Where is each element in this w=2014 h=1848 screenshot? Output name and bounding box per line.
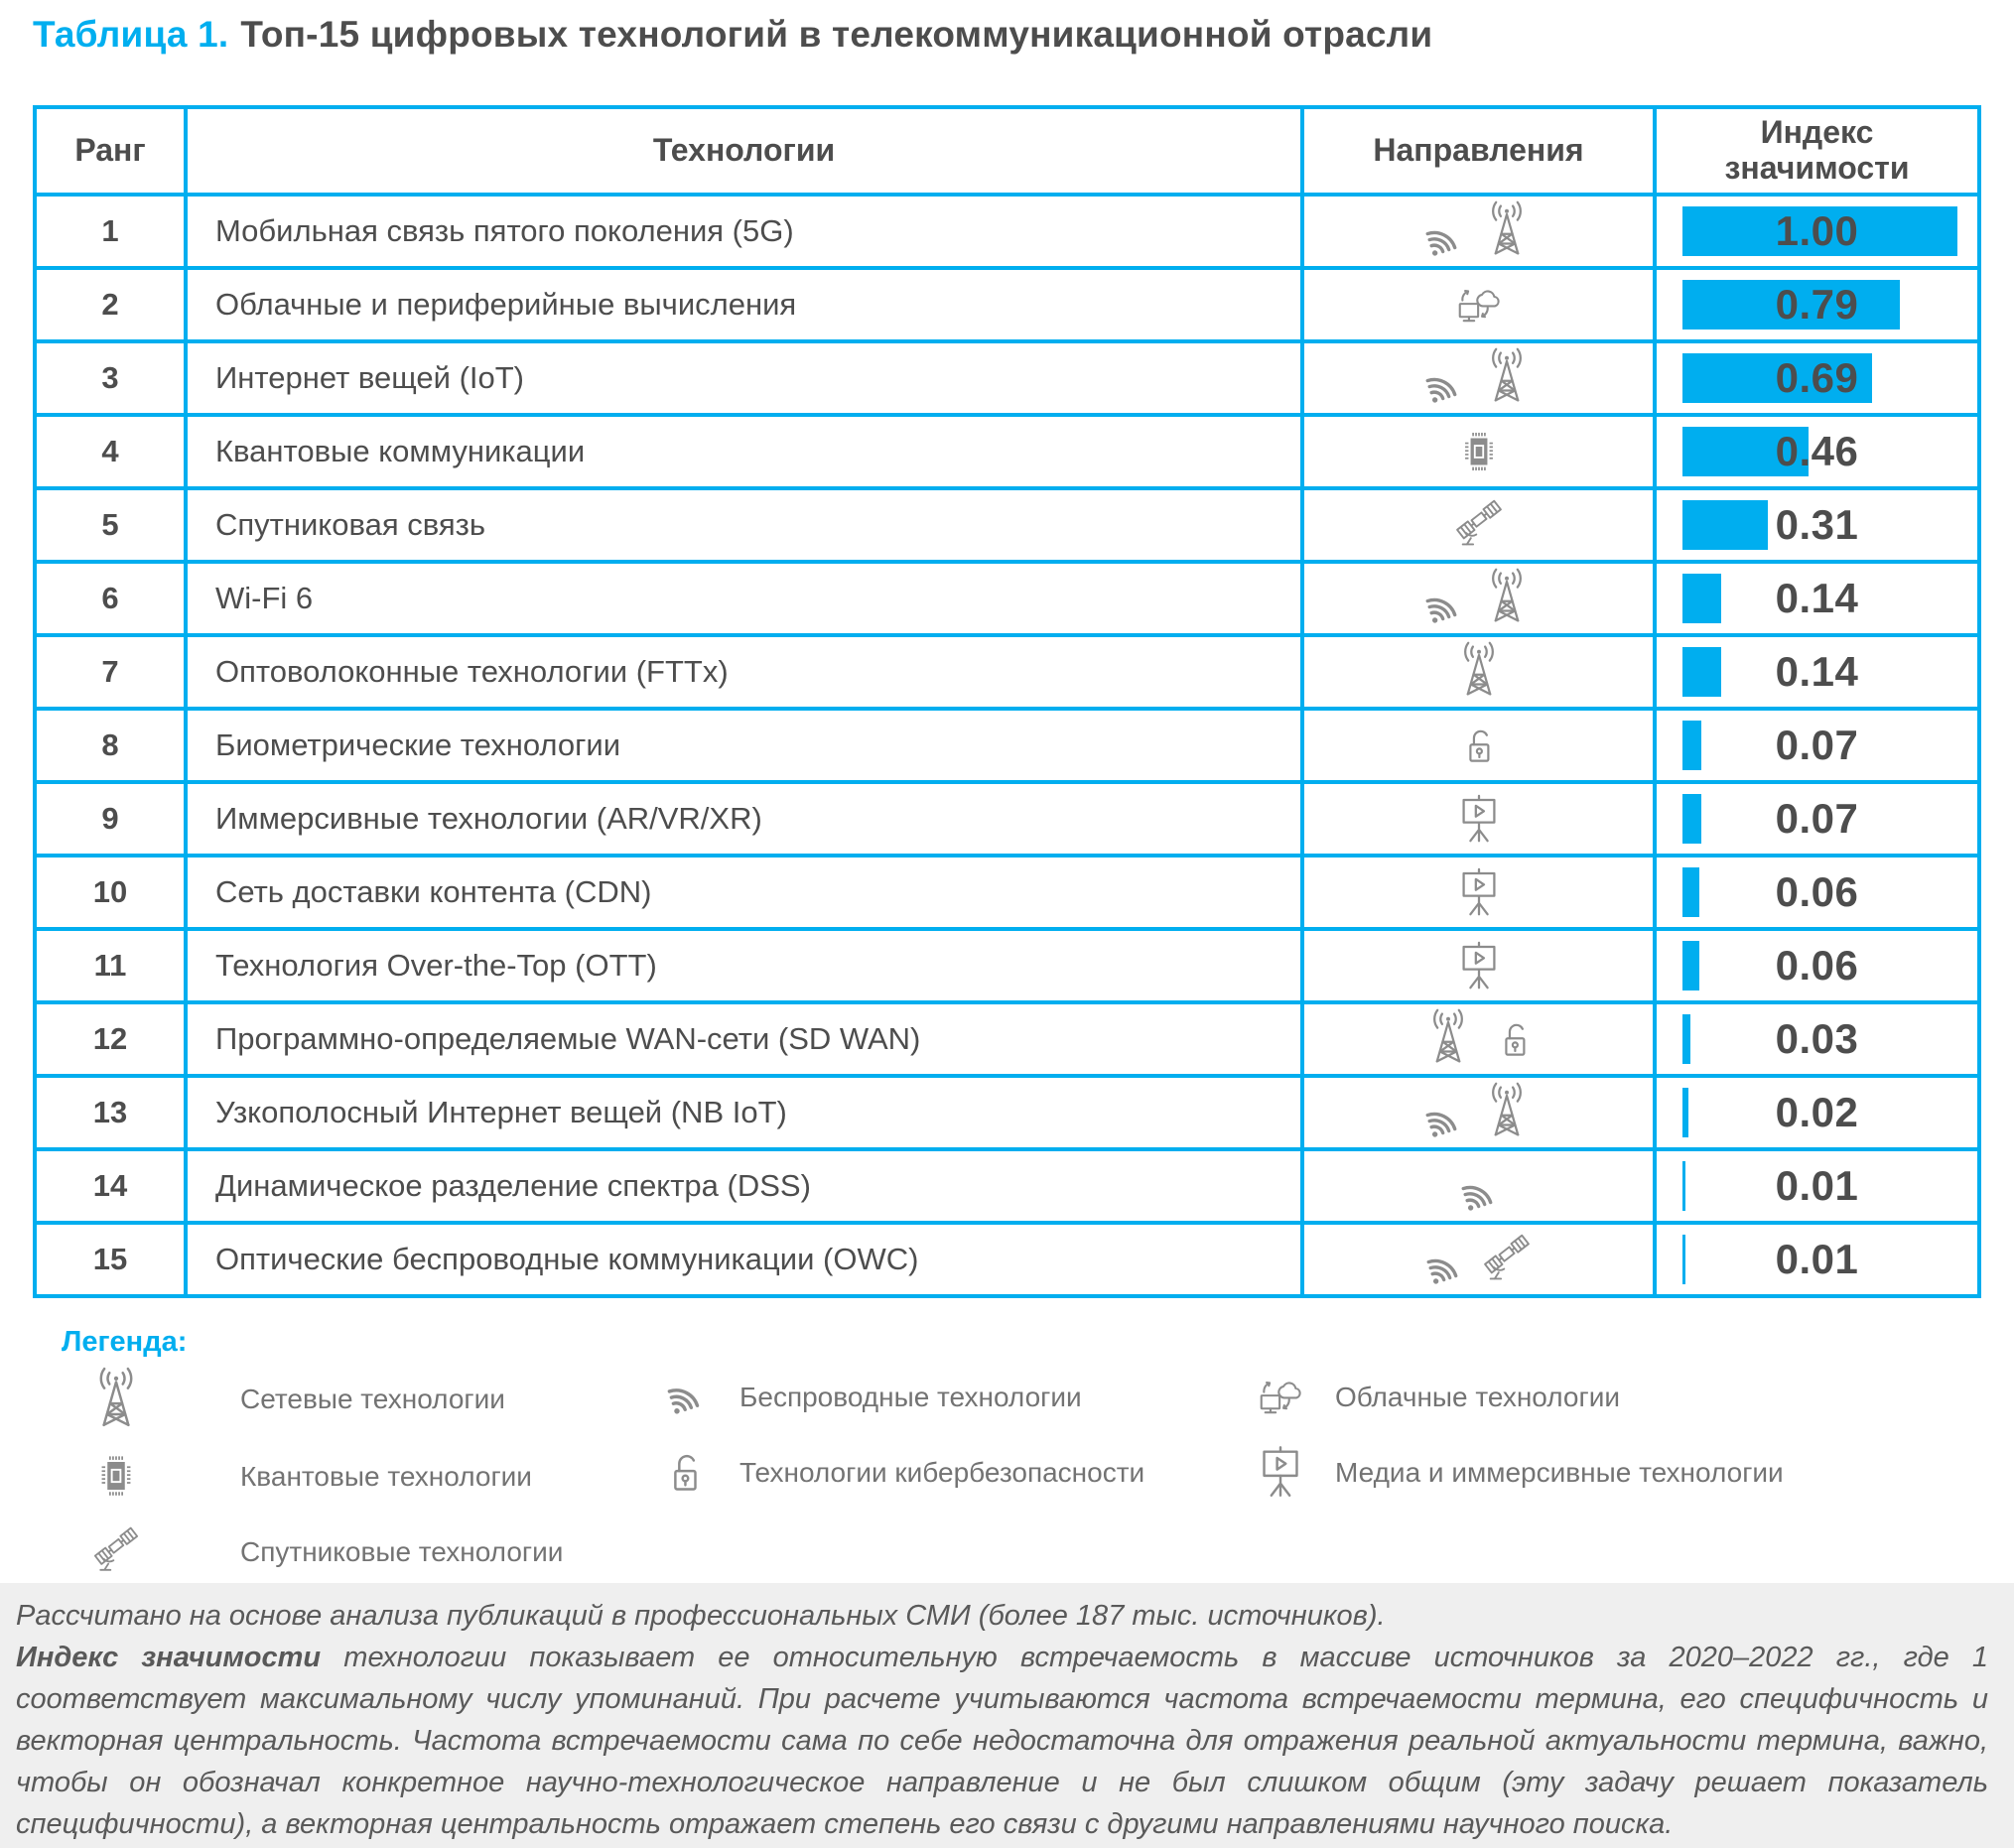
media-icon (1450, 937, 1508, 994)
footnote-source: Рассчитано на основе анализа публикаций в профессиональных СМИ (более 187 тыс. источников). (16, 1600, 1386, 1632)
legend-column (62, 1366, 617, 1596)
table-row (37, 564, 1977, 637)
technology-cell: Динамическое разделение спектра (DSS) (188, 1151, 1304, 1221)
legend-item (650, 1366, 1226, 1427)
legend-item (62, 1445, 617, 1507)
legend-icon-slot (1246, 1441, 1315, 1503)
satellite-icon (1450, 496, 1508, 554)
index-cell (1657, 197, 1977, 266)
index-value: 0.06 (1775, 942, 1859, 989)
top15-table (33, 105, 1981, 1298)
index-value: 0.79 (1775, 281, 1859, 328)
quantum-icon (88, 1448, 144, 1504)
rank-cell: 11 (37, 931, 188, 1000)
index-value: 0.31 (1775, 501, 1859, 548)
index-value: 0.03 (1775, 1015, 1859, 1062)
index-bar (1682, 574, 1721, 623)
index-cell (1657, 858, 1977, 927)
index-cell (1657, 417, 1977, 486)
index-cell (1657, 931, 1977, 1000)
table-row (37, 343, 1977, 417)
index-cell (1657, 711, 1977, 780)
index-bar (1682, 1161, 1685, 1211)
cybersecurity-icon (1490, 1014, 1540, 1064)
index-value: 0.06 (1775, 868, 1859, 915)
table-row (37, 1151, 1977, 1225)
index-value: 0.14 (1775, 575, 1859, 621)
legend-icon-slot (650, 1444, 720, 1500)
legend-icon-slot (62, 1448, 171, 1504)
table-body (37, 197, 1977, 1294)
media-icon (1450, 790, 1508, 848)
table-row (37, 270, 1977, 343)
legend-column (650, 1366, 1226, 1517)
table-row (37, 637, 1977, 711)
legend-item (1246, 1441, 1941, 1503)
index-bar (1682, 867, 1699, 917)
media-icon (1250, 1441, 1311, 1503)
directions-cell (1304, 490, 1657, 560)
technology-cell: Квантовые коммуникации (188, 417, 1304, 486)
rank-cell: 10 (37, 858, 188, 927)
table-header-row (37, 109, 1977, 197)
directions-cell (1304, 417, 1657, 486)
index-cell (1657, 490, 1977, 560)
wireless-icon (1420, 216, 1465, 261)
directions-cell (1304, 1151, 1657, 1221)
cloud-icon (1451, 277, 1507, 332)
table-row (37, 1004, 1977, 1078)
network-icon (1477, 346, 1537, 406)
quantum-icon (1452, 425, 1506, 478)
index-value: 0.02 (1775, 1089, 1859, 1135)
wireless-icon (1420, 363, 1465, 408)
directions-cell (1304, 858, 1657, 927)
technology-cell: Мобильная связь пятого поколения (5G) (188, 197, 1304, 266)
table-row (37, 417, 1977, 490)
technology-cell: Программно-определяемые WAN-сети (SD WAN) (188, 1004, 1304, 1074)
rank-cell: 8 (37, 711, 188, 780)
index-cell (1657, 637, 1977, 707)
index-cell (1657, 1004, 1977, 1074)
legend-label: Спутниковые технологии (240, 1535, 564, 1567)
rank-cell: 15 (37, 1225, 188, 1294)
rank-cell: 5 (37, 490, 188, 560)
wireless-icon (1420, 584, 1465, 628)
index-value: 0.14 (1775, 648, 1859, 695)
rank-cell: 2 (37, 270, 188, 339)
table-row (37, 1078, 1977, 1151)
wireless-icon (1456, 1171, 1501, 1216)
legend-item (650, 1441, 1226, 1503)
index-value: 0.46 (1775, 428, 1859, 474)
rank-cell: 12 (37, 1004, 188, 1074)
page-title (33, 14, 1432, 56)
network-icon (1418, 1007, 1478, 1067)
index-bar (1682, 1014, 1690, 1064)
rank-cell: 4 (37, 417, 188, 486)
legend-icon-slot (62, 1366, 171, 1431)
legend-heading: Легенда: (62, 1326, 188, 1358)
table-number: Таблица 1. (33, 14, 229, 55)
legend-item (1246, 1366, 1941, 1427)
directions-cell (1304, 270, 1657, 339)
directions-cell (1304, 197, 1657, 266)
directions-cell (1304, 1078, 1657, 1147)
table-row (37, 784, 1977, 858)
legend-icon-slot (62, 1523, 171, 1579)
satellite-icon (88, 1523, 144, 1579)
table-row (37, 490, 1977, 564)
column-header-index-label: Индекс значимости (1724, 114, 1910, 186)
legend-icon-slot (650, 1374, 720, 1419)
title-text: Топ-15 цифровых технологий в телекоммуникационной отрасли (240, 14, 1433, 55)
index-value: 0.69 (1775, 354, 1859, 401)
table-row (37, 931, 1977, 1004)
directions-cell (1304, 784, 1657, 854)
column-header-technology: Технологии (188, 109, 1304, 193)
index-value: 0.01 (1775, 1162, 1859, 1209)
directions-cell (1304, 931, 1657, 1000)
directions-cell (1304, 711, 1657, 780)
footnote-term: Индекс значимости (16, 1642, 322, 1674)
network-icon (1477, 1081, 1537, 1140)
technology-cell: Интернет вещей (IoT) (188, 343, 1304, 413)
technology-cell: Wi-Fi 6 (188, 564, 1304, 633)
cybersecurity-icon (1454, 721, 1504, 770)
cloud-icon (1253, 1369, 1308, 1424)
technology-cell: Узкополосный Интернет вещей (NB IoT) (188, 1078, 1304, 1147)
technology-cell: Облачные и периферийные вычисления (188, 270, 1304, 339)
technology-cell: Сеть доставки контента (CDN) (188, 858, 1304, 927)
technology-cell: Оптоволоконные технологии (FTTx) (188, 637, 1304, 707)
table-row (37, 858, 1977, 931)
index-cell (1657, 343, 1977, 413)
legend-item (62, 1366, 617, 1431)
directions-cell (1304, 1004, 1657, 1074)
network-icon (1449, 640, 1509, 700)
index-bar (1682, 794, 1701, 844)
technology-cell: Спутниковая связь (188, 490, 1304, 560)
rank-cell: 14 (37, 1151, 188, 1221)
rank-cell: 1 (37, 197, 188, 266)
index-value: 0.07 (1775, 795, 1859, 842)
table-row (37, 711, 1977, 784)
footnote-definition (16, 1637, 1988, 1845)
index-bar (1682, 1235, 1685, 1284)
wireless-icon (1420, 1098, 1465, 1142)
footnote-body: технологии показывает ее относительную встречаемость в массиве источников за 2020–2022 гг., где 1 соответствует максимальному числу упоминаний. При расчете учитываются частота встречаемости термина, его специфичность и векторная центральность. Частота встречаемости сама по себе недостаточна для отражения реальной актуальности термина, важно, чтобы он обозначал конкретное научно-технологическое направление и не был слишком общим (эту задачу решает показатель специфичности), а векторная центральность отражает степень его связи с другими направлениями научного поиска. (16, 1642, 1988, 1841)
legend-label: Беспроводные технологии (739, 1381, 1082, 1412)
index-bar (1682, 647, 1721, 697)
cybersecurity-icon (657, 1444, 713, 1500)
network-icon (1477, 199, 1537, 259)
technology-cell: Биометрические технологии (188, 711, 1304, 780)
directions-cell (1304, 637, 1657, 707)
rank-cell: 3 (37, 343, 188, 413)
rank-cell: 9 (37, 784, 188, 854)
legend-label: Квантовые технологии (240, 1460, 532, 1492)
index-value: 0.07 (1775, 722, 1859, 768)
directions-cell (1304, 564, 1657, 633)
footnote (0, 1583, 2014, 1848)
column-header-index (1657, 109, 1977, 193)
index-bar (1682, 721, 1701, 770)
network-icon (1477, 567, 1537, 626)
table-row (37, 1225, 1977, 1294)
media-icon (1450, 863, 1508, 921)
wireless-icon (662, 1374, 708, 1419)
rank-cell: 6 (37, 564, 188, 633)
directions-cell (1304, 1225, 1657, 1294)
wireless-icon (1421, 1245, 1466, 1289)
directions-cell (1304, 343, 1657, 413)
technology-cell: Оптические беспроводные коммуникации (OWC) (188, 1225, 1304, 1294)
satellite-icon (1478, 1231, 1536, 1288)
table-row (37, 197, 1977, 270)
index-bar (1682, 500, 1768, 550)
index-bar (1682, 941, 1699, 990)
legend-label: Технологии кибербезопасности (739, 1456, 1145, 1488)
index-value: 0.01 (1775, 1236, 1859, 1282)
technology-cell: Иммерсивные технологии (AR/VR/XR) (188, 784, 1304, 854)
technology-cell: Технология Over-the-Top (ОТТ) (188, 931, 1304, 1000)
index-cell (1657, 270, 1977, 339)
index-cell (1657, 784, 1977, 854)
index-cell (1657, 1225, 1977, 1294)
index-cell (1657, 1078, 1977, 1147)
index-value: 1.00 (1775, 207, 1859, 254)
index-cell (1657, 564, 1977, 633)
rank-cell: 13 (37, 1078, 188, 1147)
column-header-rank: Ранг (37, 109, 188, 193)
legend-label: Медиа и иммерсивные технологии (1335, 1456, 1784, 1488)
legend-label: Облачные технологии (1335, 1381, 1620, 1412)
rank-cell: 7 (37, 637, 188, 707)
legend-item (62, 1520, 617, 1582)
index-cell (1657, 1151, 1977, 1221)
column-header-directions: Направления (1304, 109, 1657, 193)
legend-icon-slot (1246, 1369, 1315, 1424)
legend-column (1246, 1366, 1941, 1517)
network-icon (83, 1366, 149, 1431)
legend-label: Сетевые технологии (240, 1383, 505, 1414)
index-bar (1682, 1088, 1688, 1137)
